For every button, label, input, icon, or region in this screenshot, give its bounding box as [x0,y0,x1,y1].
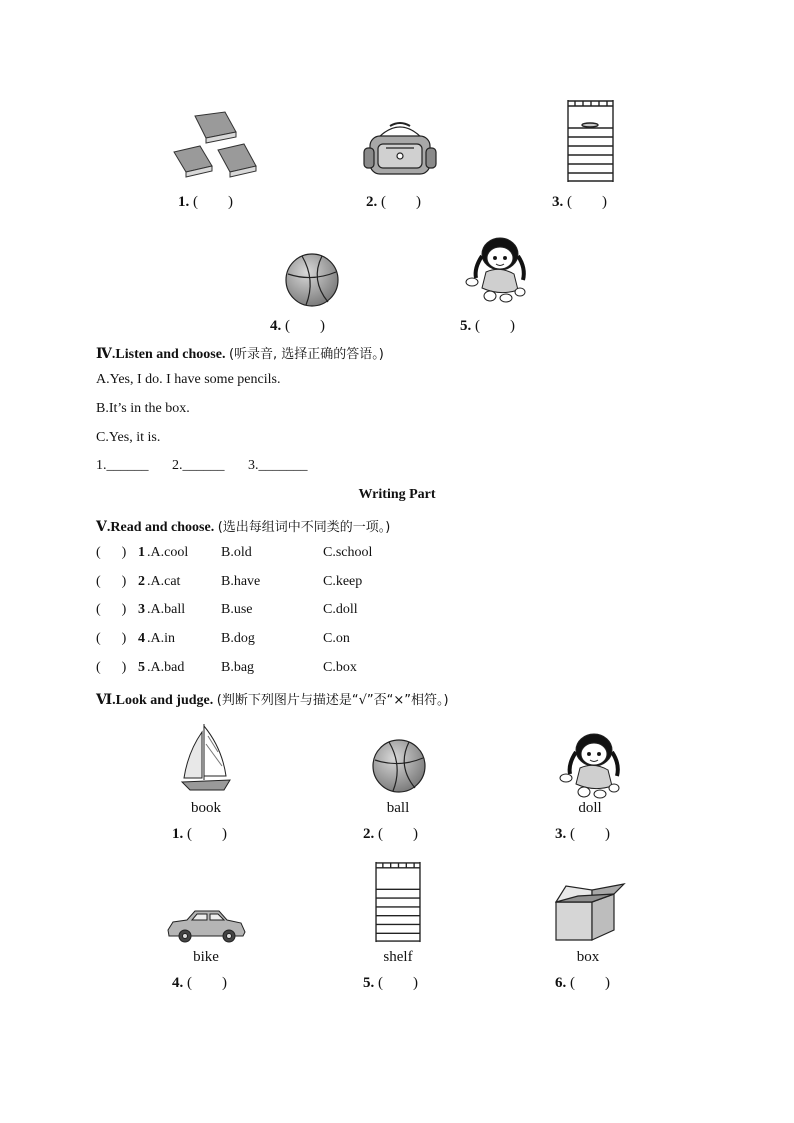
section-title: Read and choose. [110,520,215,535]
answer-paren[interactable]: ( ) [96,660,127,675]
picture-word: ball [386,800,410,816]
item-label [172,975,227,992]
answer-option: B.It’s in the box. [96,401,190,416]
item-number: 5. [460,318,472,334]
section-roman: Ⅴ. [96,520,111,535]
option-b: B.old [221,545,252,560]
box-icon [552,882,626,944]
picture-word: box [576,949,600,965]
item-number: 1. [172,826,184,842]
option-c: C.doll [323,602,358,617]
answer-blank[interactable]: ( ) [381,194,421,210]
item-label [363,826,418,843]
question-number: 5 [138,660,145,675]
section-instruction: (判断下列图片与描述是“√”否“×”相符。) [216,693,449,708]
option-c: C.keep [323,574,363,589]
option-a: .A.cat [147,574,181,589]
answer-blank[interactable]: ( ) [187,826,227,842]
section-heading [96,343,384,363]
picture-word: shelf [383,949,413,965]
picture-word: book [191,800,221,816]
item-label [460,318,515,335]
picture-word: doll [578,800,602,816]
option-c: C.school [323,545,373,560]
item-label [270,318,325,335]
item-label [366,194,421,211]
item-number: 5. [363,975,375,991]
item-number: 3. [552,194,564,210]
books-icon [170,108,260,183]
question-number: 3 [138,602,145,617]
item-number: 3. [555,826,567,842]
question-number: 4 [138,631,145,646]
question-number: 2 [138,574,145,589]
option-a: .A.ball [147,602,186,617]
ball-icon [371,738,427,794]
answer-blank[interactable]: ( ) [187,975,227,991]
answer-option: C.Yes, it is. [96,430,161,445]
item-label [172,826,227,843]
answer-blank[interactable]: ( ) [285,318,325,334]
sailboat-icon [178,722,234,794]
item-number: 1. [178,194,190,210]
section-instruction: (听录音, 选择正确的答语。) [228,347,384,362]
car-icon [165,906,247,944]
answer-paren[interactable]: ( ) [96,574,127,589]
answer-paren[interactable]: ( ) [96,631,127,646]
item-label [178,194,233,211]
option-c: C.on [323,631,350,646]
answer-blank[interactable]: ( ) [193,194,233,210]
answer-blank[interactable]: 3._______ [248,458,308,473]
ball-icon [284,252,340,308]
answer-paren[interactable]: ( ) [96,602,127,617]
shelf-icon [563,98,618,184]
answer-blank[interactable]: ( ) [378,975,418,991]
item-number: 4. [172,975,184,991]
question-number: 1 [138,545,145,560]
answer-blank[interactable]: ( ) [570,975,610,991]
answer-blank[interactable]: ( ) [570,826,610,842]
schoolbag-icon [360,118,440,178]
item-label [363,975,418,992]
answer-blank[interactable]: ( ) [567,194,607,210]
answer-blank[interactable]: 2.______ [172,458,225,473]
item-label [555,826,610,843]
item-number: 4. [270,318,282,334]
option-b: B.bag [221,660,255,675]
answer-blank[interactable]: 1.______ [96,458,149,473]
doll-icon [460,234,530,304]
answer-paren[interactable]: ( ) [96,545,127,560]
option-a: .A.bad [147,660,185,675]
option-b: B.use [221,602,253,617]
writing-part-title: Writing Part [358,487,436,502]
answer-option: A.Yes, I do. I have some pencils. [96,372,281,387]
section-heading [96,516,390,536]
picture-word: bike [193,949,219,965]
shelf-icon [369,860,427,944]
item-number: 6. [555,975,567,991]
doll-icon [554,730,624,800]
section-instruction: (选出每组词中不同类的一项。) [217,520,391,535]
section-title: Listen and choose. [115,347,226,362]
item-number: 2. [366,194,378,210]
answer-blank[interactable]: ( ) [475,318,515,334]
item-number: 2. [363,826,375,842]
option-b: B.have [221,574,261,589]
section-roman: Ⅵ. [96,693,116,708]
item-label [552,194,607,211]
option-c: C.box [323,660,357,675]
section-title: Look and judge. [115,693,214,708]
answer-blank[interactable]: ( ) [378,826,418,842]
option-b: B.dog [221,631,255,646]
section-roman: Ⅳ. [96,347,116,362]
item-label [555,975,610,992]
option-a: .A.in [147,631,175,646]
option-a: .A.cool [147,545,189,560]
section-heading [96,689,449,709]
